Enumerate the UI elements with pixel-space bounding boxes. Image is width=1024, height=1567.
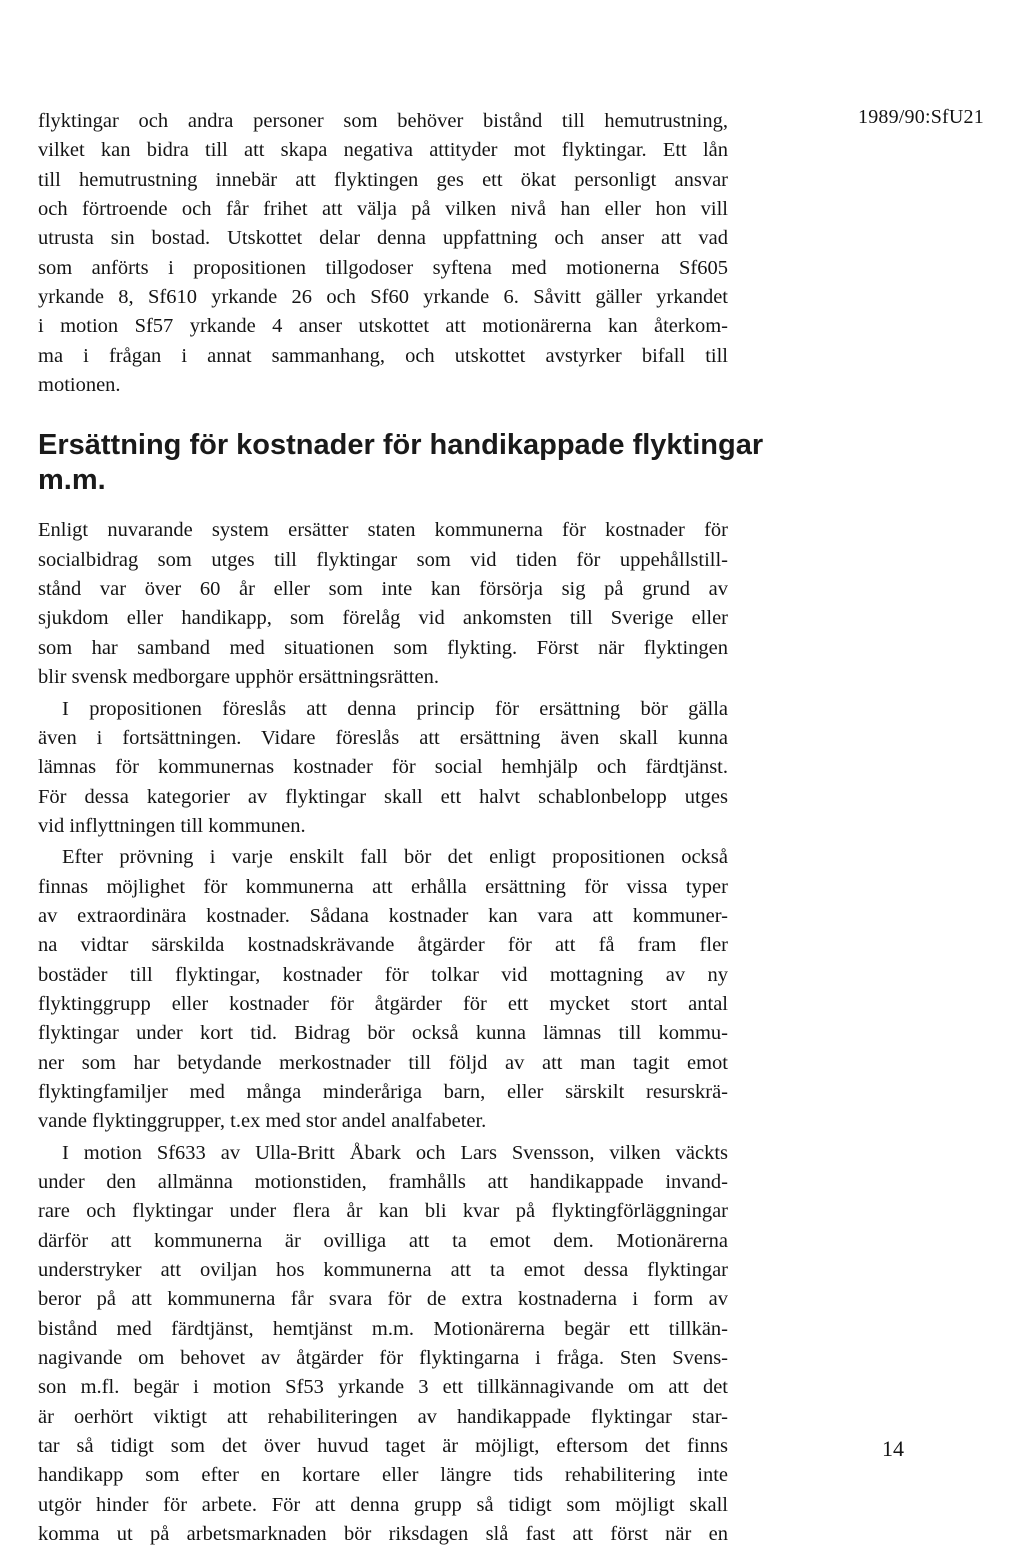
text-line: understryker att oviljan hos kommunerna att ta emot dessa flyktingar xyxy=(38,1259,728,1282)
text-line: flyktingar och andra personer som behöver bistånd till hemutrustning, xyxy=(38,110,728,132)
text-line: flyktingar under kort tid. Bidrag bör också kunna lämnas till kommu- xyxy=(38,1022,728,1045)
body-text-column xyxy=(38,107,764,1551)
text-line: utrusta sin bostad. Utskottet delar denna uppfattning och anser att vad xyxy=(38,227,728,250)
text-line: Efter prövning i varje enskilt fall bör det enligt propositionen också xyxy=(62,846,728,869)
heading-line: m.m. xyxy=(38,464,106,497)
document-reference: 1989/90:SfU21 xyxy=(858,106,984,128)
text-line: lämnas för kommunernas kostnader för social hemhjälp och färdtjänst. xyxy=(38,756,728,779)
text-line: flyktingfamiljer med många minderåriga barn, eller särskilt resurskrä- xyxy=(38,1080,728,1103)
intro-paragraph xyxy=(38,107,728,400)
text-line: yrkande 8, Sf610 yrkande 26 och Sf60 yrkande 6. Såvitt gäller yrkandet xyxy=(38,286,728,309)
text-line: utgör hinder för arbete. För att denna grupp så tidigt som möjligt skall xyxy=(38,1493,728,1516)
text-line: i motion Sf57 yrkande 4 anser utskottet att motionärerna kan återkom- xyxy=(38,315,728,338)
text-line: stånd var över 60 år eller som inte kan försörja sig på grund av xyxy=(38,578,728,601)
text-line: ner som har betydande merkostnader till följd av att man tagit emot xyxy=(38,1051,728,1074)
text-line: rare och flyktingar under flera år kan bli kvar på flyktingförläggningar xyxy=(38,1200,728,1223)
text-line: som har samband med situationen som flykting. Först när flyktingen xyxy=(38,636,728,659)
text-line: motionen. xyxy=(38,374,121,397)
text-line: För dessa kategorier av flyktingar skall ett halvt schablonbelopp utges xyxy=(38,785,728,808)
text-line: sjukdom eller handikapp, som förelåg vid ankomsten till Sverige eller xyxy=(38,607,728,630)
text-line: finnas möjlighet för kommunerna att erhålla ersättning för vissa typer xyxy=(38,875,728,898)
paragraph-motions xyxy=(38,1139,728,1550)
text-line: na vidtar särskilda kostnadskrävande åtgärder för att få fram fler xyxy=(38,934,728,957)
text-line: är oerhört viktigt att rehabiliteringen av handikappade flyktingar star- xyxy=(38,1405,728,1428)
section-heading xyxy=(38,428,764,498)
text-line: nagivande om behovet av åtgärder för flyktingarna i fråga. Sten Svens- xyxy=(38,1347,728,1370)
text-line: bostäder till flyktingar, kostnader för tolkar vid mottagning av ny xyxy=(38,963,728,986)
text-line: socialbidrag som utges till flyktingar som vid tiden för uppehållstill- xyxy=(38,548,728,571)
text-line: till hemutrustning innebär att flyktingen ges ett ökat personligt ansvar xyxy=(38,168,728,191)
text-line: ma i frågan i annat sammanhang, och utskottet avstyrker bifall till xyxy=(38,344,728,367)
text-line: I propositionen föreslås att denna princip för ersättning bör gälla xyxy=(62,697,728,720)
text-line: blir svensk medborgare upphör ersättningsrätten. xyxy=(38,666,439,689)
text-line: som anförts i propositionen tillgodoser syftena med motionerna Sf605 xyxy=(38,256,728,279)
text-line: under den allmänna motionstiden, framhålls att handikappade invand- xyxy=(38,1171,728,1193)
paragraph-proposition xyxy=(38,695,728,842)
text-line: tar så tidigt som det över huvud taget är möjligt, eftersom det finns xyxy=(38,1435,728,1458)
text-line: av extraordinära kostnader. Sådana kostnader kan vara att kommuner- xyxy=(38,904,728,927)
text-line: och förtroende och får frihet att välja på vilken nivå han eller hon vill xyxy=(38,198,728,221)
text-line: son m.fl. begär i motion Sf53 yrkande 3 ett tillkännagivande om att det xyxy=(38,1376,728,1399)
text-line: bistånd med färdtjänst, hemtjänst m.m. Motionärerna begär ett tillkän- xyxy=(38,1317,728,1340)
text-line: flyktinggrupp eller kostnader för åtgärder för ett mycket stort antal xyxy=(38,992,728,1015)
text-line: vilket kan bidra till att skapa negativa attityder mot flyktingar. Ett lån xyxy=(38,139,728,162)
paragraph-compensation-system xyxy=(38,516,728,692)
text-line: vande flyktinggrupper, t.ex med stor andel analfabeter. xyxy=(38,1110,487,1133)
text-line: I motion Sf633 av Ulla-Britt Åbark och Lars Svensson, vilken väckts xyxy=(62,1141,728,1164)
text-line: komma ut på arbetsmarknaden bör riksdagen slå fast att först när en xyxy=(38,1523,728,1546)
text-line: beror på att kommunerna får svara för de extra kostnaderna i form av xyxy=(38,1288,728,1311)
paragraph-extraordinary-costs xyxy=(38,843,728,1136)
text-line: Enligt nuvarande system ersätter staten kommunerna för kostnader för xyxy=(38,519,728,542)
text-line: även i fortsättningen. Vidare föreslås att ersättning även skall kunna xyxy=(38,726,728,749)
heading-line: Ersättning för kostnader för handikappade flyktingar xyxy=(38,429,764,462)
text-line: därför att kommunerna är ovilliga att ta emot dem. Motionärerna xyxy=(38,1229,728,1252)
page-number: 14 xyxy=(882,1436,904,1461)
text-line: handikapp som efter en kortare eller längre tids rehabilitering inte xyxy=(38,1464,728,1487)
text-line: vid inflyttningen till kommunen. xyxy=(38,814,306,837)
